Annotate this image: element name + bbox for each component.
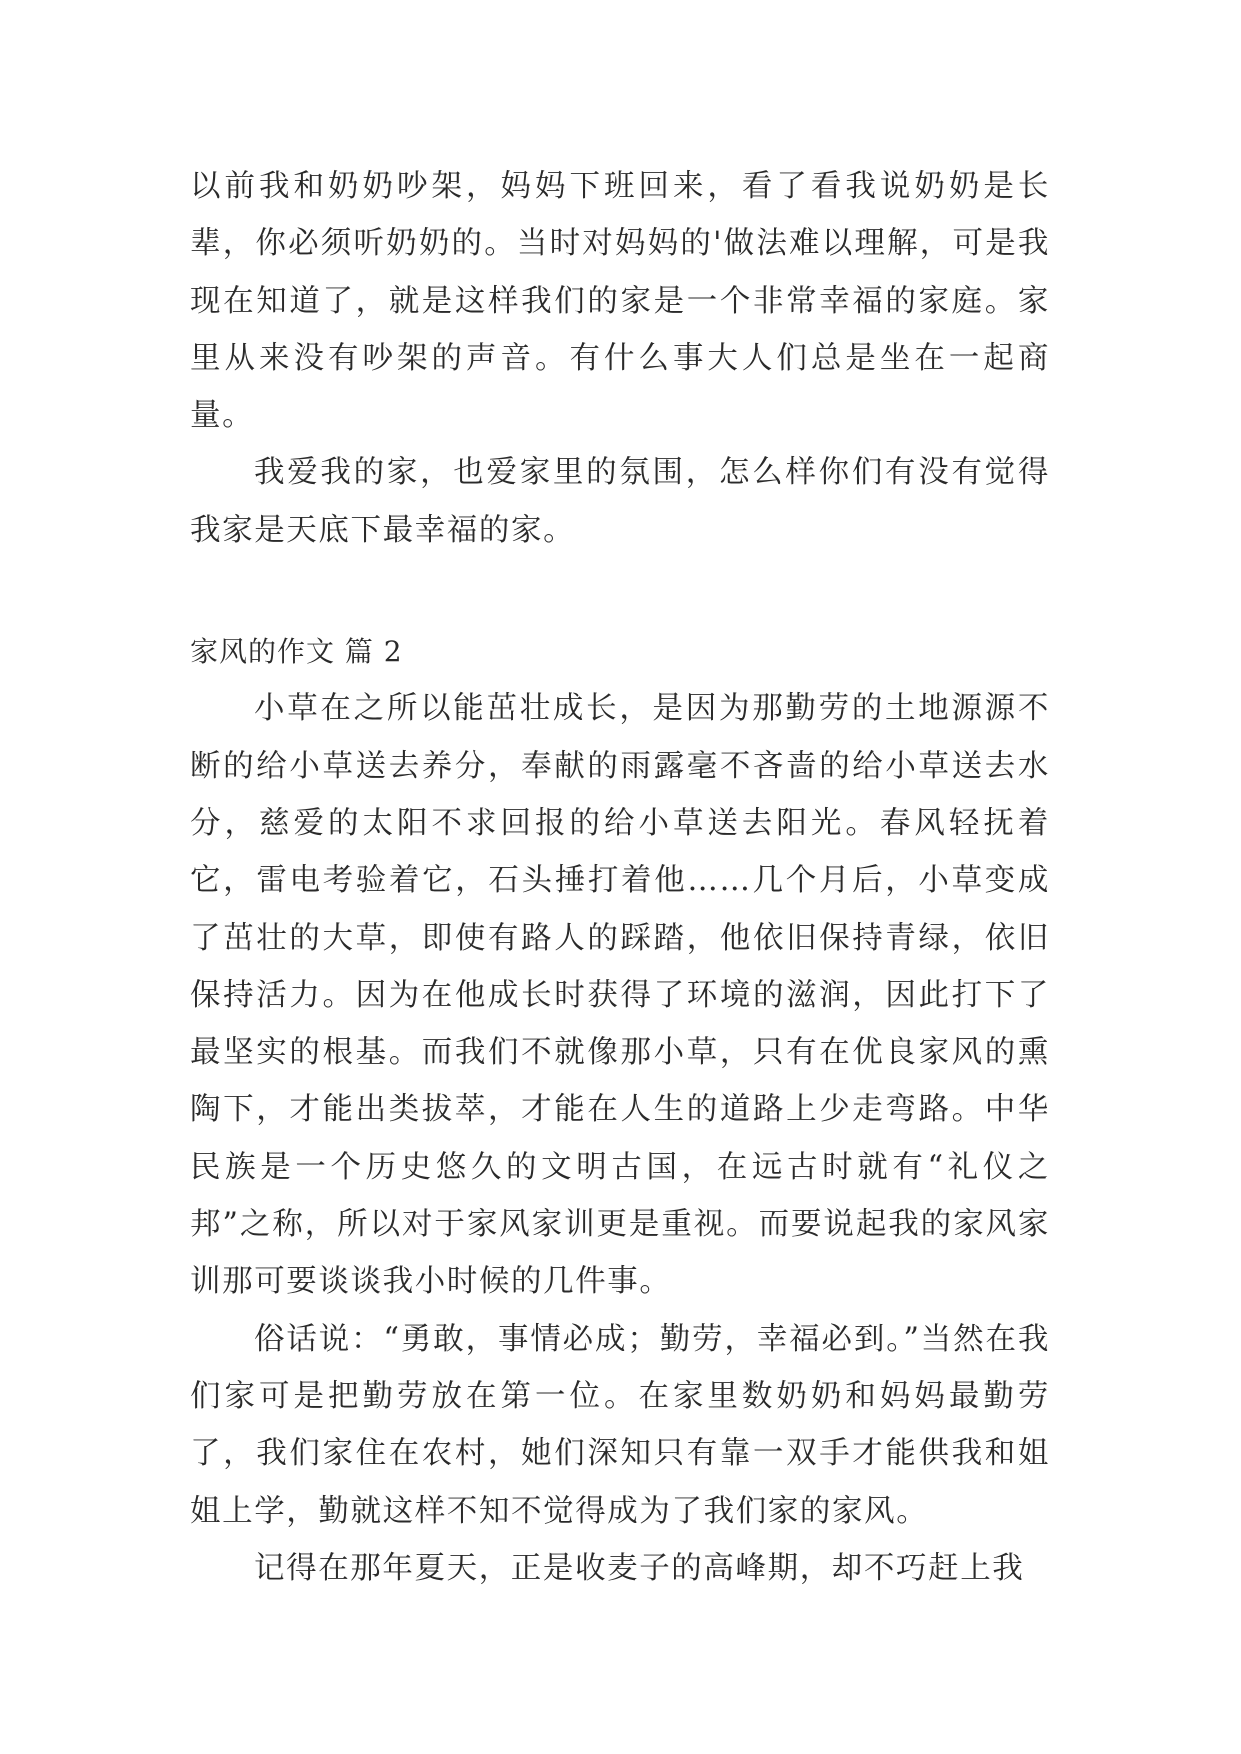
section-heading: 家风的作文 篇 2 bbox=[190, 635, 403, 669]
paragraph-continued: 以前我和奶奶吵架，妈妈下班回来，看了看我说奶奶是长辈，你必须听奶奶的。当时对妈妈的'做法难以理解，可是我现在知道了，就是这样我们的家是一个非常幸福的家庭。家里从来没有吵架的声音。有什么事大人们总是坐在一起商量。 bbox=[190, 169, 1050, 434]
paragraph: 我爱我的家，也爱家里的氛围，怎么样你们有没有觉得我家是天底下最幸福的家。 bbox=[190, 455, 1050, 548]
paragraph: 记得在那年夏天，正是收麦子的高峰期，却不巧赶上我 bbox=[254, 1550, 1025, 1586]
paragraph: 小草在之所以能茁壮成长，是因为那勤劳的土地源源不断的给小草送去养分，奉献的雨露毫不吝啬的给小草送去水分，慈爱的太阳不求回报的给小草送去阳光。春风轻抚着它，雷电考验着它，石头捶打着他……几个月后，小草变成了茁壮的大草，即使有路人的踩踏，他依旧保持青绿，依旧保持活力。因为在他成长时获得了环境的滋润，因此打下了最坚实的根基。而我们不就像那小草，只有在优良家风的熏陶下，才能出类拔萃，才能在人生的道路上少走弯路。中华民族是一个历史悠久的文明古国，在远古时就有“礼仪之邦”之称，所以对于家风家训更是重视。而要说起我的家风家训那可要谈谈我小时候的几件事。 bbox=[190, 691, 1050, 1300]
document-body bbox=[190, 158, 1050, 1597]
paragraph: 俗话说：“勇敢，事情必成；勤劳，幸福必到。”当然在我们家可是把勤劳放在第一位。在家里数奶奶和妈妈最勤劳了，我们家住在农村，她们深知只有靠一双手才能供我和姐姐上学，勤就这样不知不觉得成为了我们家的家风。 bbox=[190, 1321, 1050, 1529]
